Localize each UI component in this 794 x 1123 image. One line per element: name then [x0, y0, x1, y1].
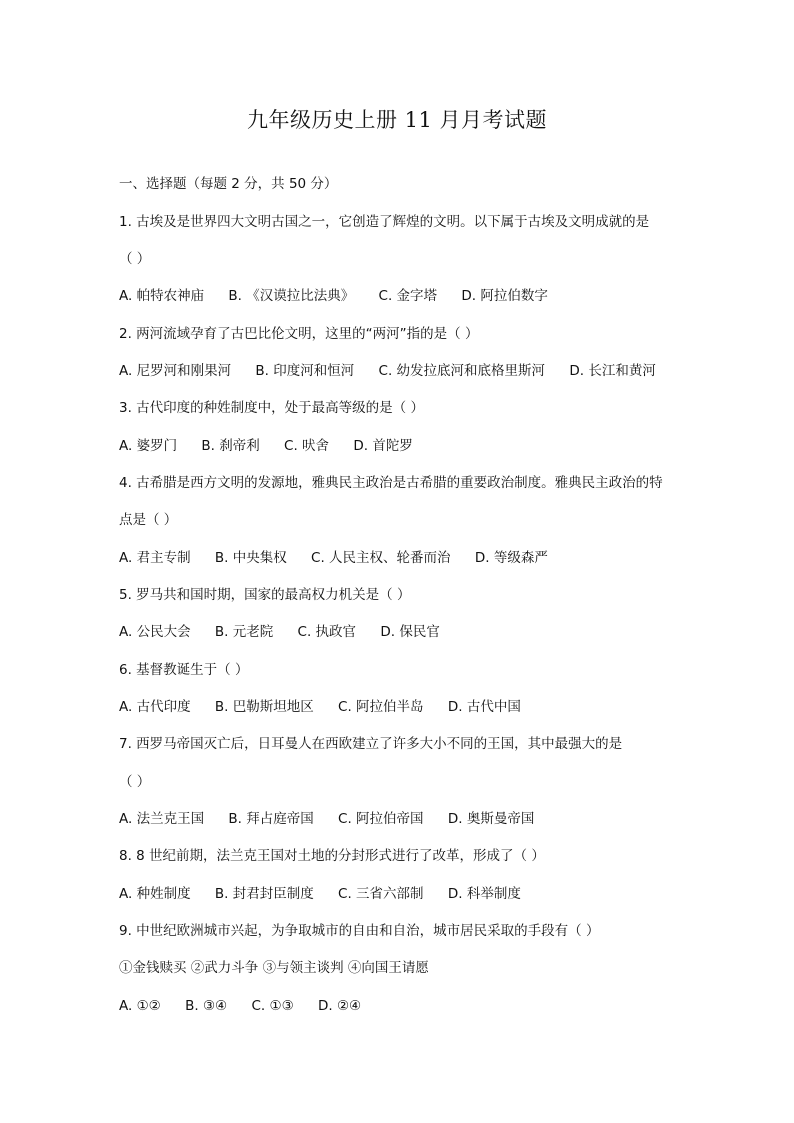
exam-title: 九年级历史上册 11 月月考试题: [246, 108, 548, 132]
option-a[interactable]: A. 婆罗门: [119, 438, 178, 454]
option-d[interactable]: D. 奥斯曼帝国: [447, 811, 535, 827]
option-b[interactable]: B. 封君封臣制度: [214, 886, 314, 902]
option-c[interactable]: C. 阿拉伯半岛: [338, 699, 424, 715]
question-2-text: 2. 两河流域孕育了古巴比伦文明，这里的“两河”指的是（ ）: [119, 326, 479, 342]
option-c[interactable]: C. 三省六部制: [338, 886, 424, 902]
option-d[interactable]: D. 科举制度: [447, 886, 521, 902]
question-7-text: 7. 西罗马帝国灭亡后，日耳曼人在西欧建立了许多大小不同的王国，其中最强大的是: [119, 736, 623, 752]
question-7-options: [119, 809, 554, 829]
option-b[interactable]: B. 《汉谟拉比法典》: [228, 288, 355, 304]
option-c[interactable]: C. 幼发拉底河和底格里斯河: [378, 363, 546, 379]
option-d[interactable]: D. 长江和黄河: [569, 363, 656, 379]
option-c[interactable]: C. 人民主权、轮番而治: [311, 550, 451, 566]
question-4-options: [119, 548, 568, 568]
option-b[interactable]: B. 元老院: [214, 624, 274, 640]
option-a[interactable]: A. 公民大会: [119, 624, 191, 640]
option-d[interactable]: D. ②④: [317, 998, 362, 1014]
question-3-text: 3. 古代印度的种姓制度中，处于最高等级的是（ ）: [119, 400, 424, 416]
option-a[interactable]: A. 帕特农神庙: [119, 288, 205, 304]
question-6-text: 6. 基督教诞生于（ ）: [119, 662, 249, 678]
option-c[interactable]: C. 吠舍: [284, 438, 330, 454]
option-b[interactable]: B. 中央集权: [214, 550, 287, 566]
question-9-text: 9. 中世纪欧洲城市兴起，为争取城市的自由和自治，城市居民采取的手段有（ ）: [119, 923, 600, 939]
question-7-text-cont: （ ）: [119, 774, 151, 790]
option-b[interactable]: B. 刹帝利: [201, 438, 260, 454]
question-1-text-cont: （ ）: [119, 251, 151, 267]
option-a[interactable]: A. 尼罗河和刚果河: [119, 363, 232, 379]
option-d[interactable]: D. 古代中国: [447, 699, 521, 715]
option-b[interactable]: B. 印度河和恒河: [255, 363, 355, 379]
option-b[interactable]: B. 巴勒斯坦地区: [214, 699, 314, 715]
section-heading: 一、选择题（每题 2 分，共 50 分）: [119, 176, 338, 192]
question-9-statements: ①金钱赎买 ②武力斗争 ③与领主谈判 ④向国王请愿: [119, 960, 429, 976]
question-6-options: [119, 697, 541, 717]
option-a[interactable]: A. 法兰克王国: [119, 811, 205, 827]
question-4-text: 4. 古希腊是西方文明的发源地，雅典民主政治是古希腊的重要政治制度。雅典民主政治的特: [119, 475, 663, 491]
option-a[interactable]: A. 种姓制度: [119, 886, 191, 902]
question-2-options: [119, 361, 676, 381]
option-a[interactable]: A. ①②: [119, 998, 161, 1014]
option-c[interactable]: C. 执政官: [297, 624, 357, 640]
question-3-options: [119, 436, 433, 456]
question-8-options: [119, 884, 541, 904]
question-5-options: [119, 622, 460, 642]
option-d[interactable]: D. 首陀罗: [353, 438, 413, 454]
option-a[interactable]: A. 古代印度: [119, 699, 191, 715]
option-c[interactable]: C. 阿拉伯帝国: [338, 811, 424, 827]
question-9-options: [119, 996, 381, 1016]
option-d[interactable]: D. 保民官: [380, 624, 440, 640]
option-a[interactable]: A. 君主专制: [119, 550, 191, 566]
question-5-text: 5. 罗马共和国时期，国家的最高权力机关是（ ）: [119, 587, 411, 603]
option-d[interactable]: D. 等级森严: [474, 550, 548, 566]
option-c[interactable]: C. ①③: [251, 998, 294, 1014]
option-c[interactable]: C. 金字塔: [378, 288, 438, 304]
option-d[interactable]: D. 阿拉伯数字: [461, 288, 548, 304]
option-b[interactable]: B. ③④: [185, 998, 228, 1014]
question-4-text-cont: 点是（ ）: [119, 512, 178, 528]
question-1-text: 1. 古埃及是世界四大文明古国之一，它创造了辉煌的文明。以下属于古埃及文明成就的是: [119, 214, 650, 230]
question-8-text: 8. 8 世纪前期，法兰克王国对土地的分封形式进行了改革，形成了（ ）: [119, 848, 545, 864]
question-1-options: [119, 286, 568, 306]
option-b[interactable]: B. 拜占庭帝国: [228, 811, 314, 827]
